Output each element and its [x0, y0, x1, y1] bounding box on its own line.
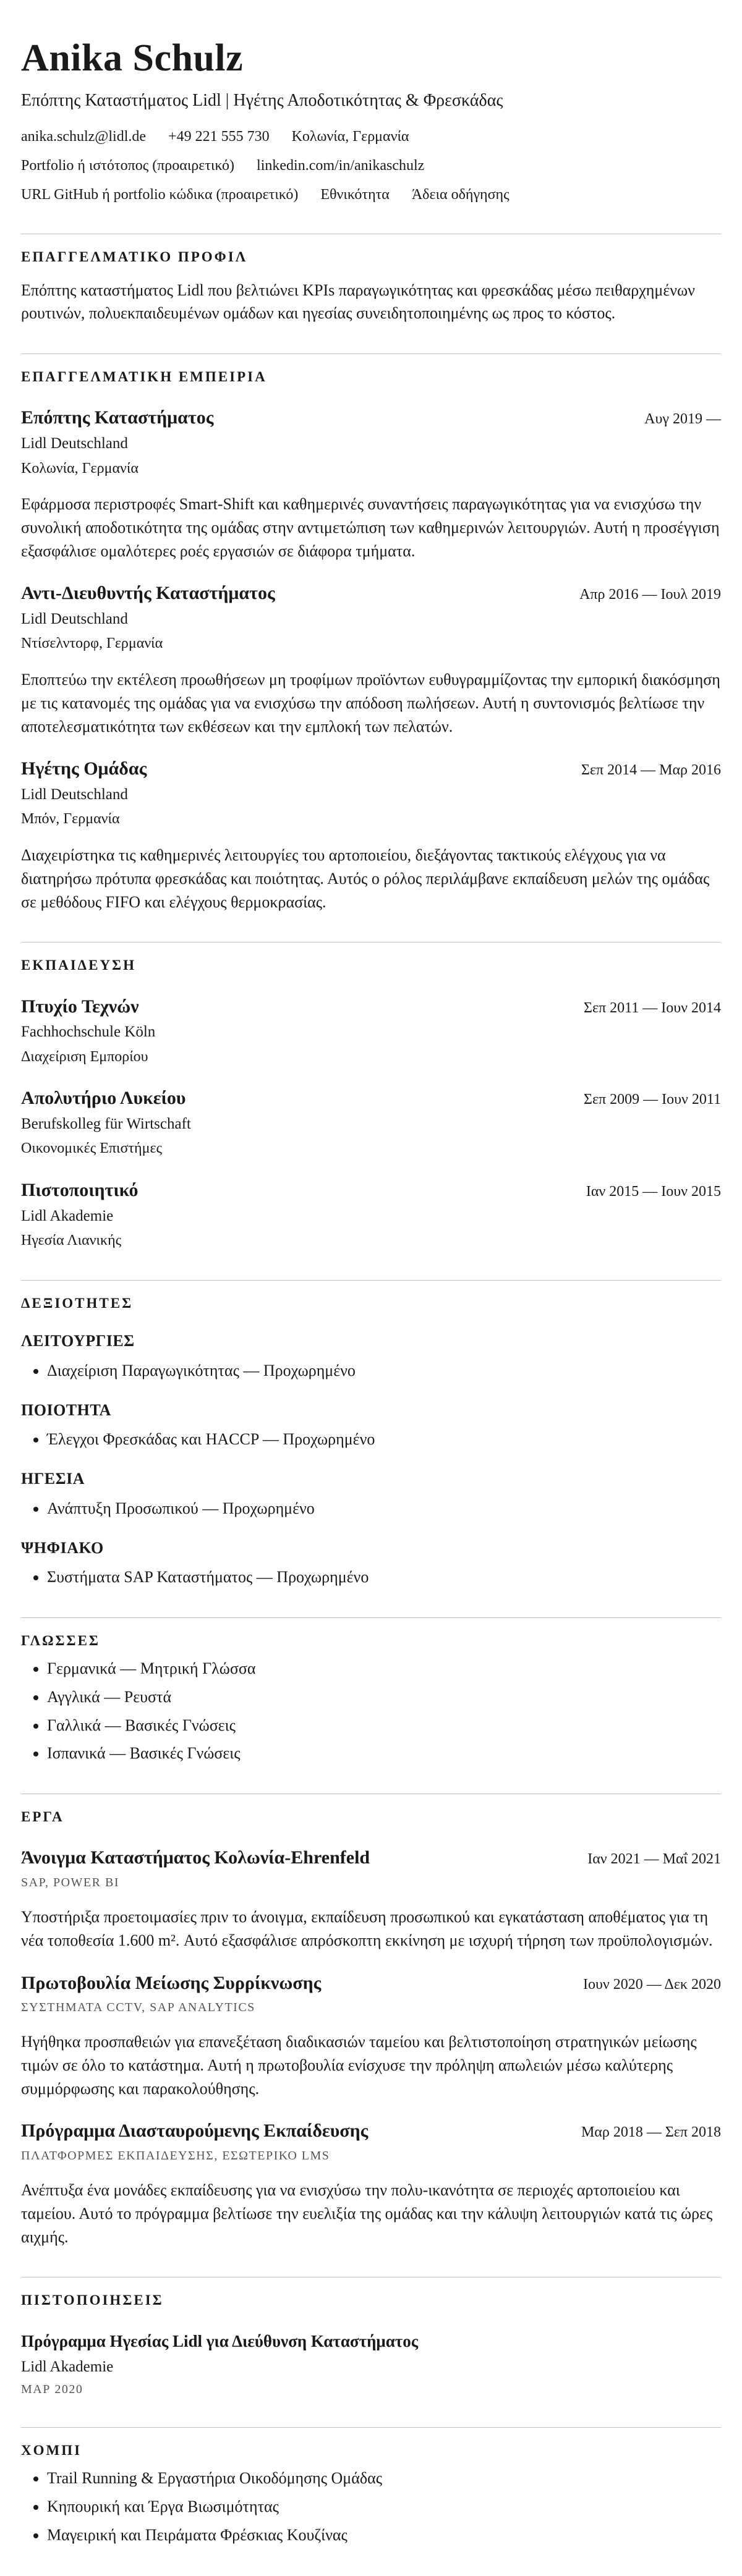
linkedin-link[interactable]: linkedin.com/in/anikaschulz — [257, 157, 425, 174]
language-item: • Αγγλικά — Ρευστά — [47, 1685, 721, 1709]
project-tools: ΠΛΑΤΦΟΡΜΕΣ ΕΚΠΑΙΔΕΥΣΗΣ, ΕΣΩΤΕΡΙΚΟ LMS — [21, 2149, 330, 2163]
section-heading-experience: ΕΠΑΓΓΕΛΜΑΤΙΚΗ ΕΜΠΕΙΡΙΑ — [21, 369, 267, 385]
project-entry-head — [21, 1971, 721, 1996]
skill-list — [21, 1497, 721, 1520]
job-description: Διαχειρίστηκα τις καθημερινές λειτουργίες του αρτοποιείου, διεξάγοντας τακτικούς ελέγχους για να διατηρήσω πρότυπα φρεσκάδας και ποιότητας. Αυτός ο ρόλος περιλάμβανε εκπαίδευση μελών της ομάδας σε μεθόδους FIFO και ελέγχους θερμοκρασίας. — [21, 846, 710, 911]
project-title: Πρωτοβουλία Μείωσης Συρρίκνωσης — [21, 1972, 322, 1993]
education-entry — [21, 994, 721, 1068]
portfolio-placeholder: Portfolio ή ιστότοπος (προαιρετικό) — [21, 157, 235, 174]
school-name: Fachhochschule Köln — [21, 1023, 156, 1041]
education-entry-head — [21, 1086, 721, 1111]
location-text: Κολωνία, Γερμανία — [291, 129, 409, 145]
project-dates: Μαρ 2018 — Σεπ 2018 — [581, 2124, 721, 2141]
section-education — [21, 942, 721, 1252]
project-tools: SAP, POWER BI — [21, 1876, 119, 1890]
experience-entry — [21, 756, 721, 913]
person-name: Anika Schulz — [21, 37, 244, 79]
field-of-study: Διαχείριση Εμπορίου — [21, 1048, 148, 1065]
skill-group-name: ΨΗΦΙΑΚΟ — [21, 1538, 104, 1557]
section-heading-education: ΕΚΠΑΙΔΕΥΣΗ — [21, 957, 136, 973]
skill-group-quality — [21, 1399, 721, 1451]
project-description: Ανέπτυξα ένα μονάδες εκπαίδευσης για να ενισχύσω την πολυ-ικανότητα σε περιοχές αρτοποιείου και ταμείου. Αυτό το πρόγραμμα βελτίωσε την ευελιξία της ομάδας και την κάλυψη λειτουργιών κατά τις ώρες αιχμής. — [21, 2181, 713, 2246]
experience-entry-head — [21, 405, 721, 430]
project-dates: Ιουν 2020 — Δεκ 2020 — [582, 1976, 721, 1993]
project-title: Πρόγραμμα Διασταυρούμενης Εκπαίδευσης — [21, 2121, 369, 2142]
job-title: Επόπτης Καταστήματος — [21, 407, 214, 428]
skill-item: • Ανάπτυξη Προσωπικού — Προχωρημένο — [47, 1497, 721, 1520]
education-entry-head — [21, 994, 721, 1019]
skill-item: • Έλεγχοι Φρεσκάδας και HACCP — Προχωρημένο — [47, 1428, 721, 1451]
experience-entry-head — [21, 756, 721, 781]
github-placeholder: URL GitHub ή portfolio κώδικα (προαιρετικό) — [21, 186, 299, 203]
company-name: Lidl Deutschland — [21, 786, 128, 803]
job-location: Ντίσελντορφ, Γερμανία — [21, 635, 163, 652]
certification-date: ΜΑΡ 2020 — [21, 2382, 83, 2396]
email-link[interactable]: anika.schulz@lidl.de — [21, 129, 147, 145]
project-entry-head — [21, 2119, 721, 2143]
experience-entry — [21, 581, 721, 738]
driving-license-placeholder: Άδεια οδήγησης — [411, 186, 510, 203]
contact-row-2 — [21, 155, 721, 177]
section-languages — [21, 1617, 721, 1765]
education-entry — [21, 1178, 721, 1252]
contact-row-1 — [21, 126, 721, 148]
language-list — [21, 1657, 721, 1765]
project-entry — [21, 2119, 721, 2248]
language-item: • Ισπανικά — Βασικές Γνώσεις — [47, 1742, 721, 1765]
skill-group-name: ΗΓΕΣΙΑ — [21, 1470, 85, 1488]
degree-title: Πτυχίο Τεχνών — [21, 996, 139, 1017]
skill-group-name: ΛΕΙΤΟΥΡΓΙΕΣ — [21, 1332, 135, 1350]
contact-row-3 — [21, 184, 721, 206]
skill-group-digital — [21, 1536, 721, 1589]
section-heading-languages: ΓΛΩΣΣΕΣ — [21, 1632, 100, 1648]
education-dates: Σεπ 2009 — Ιουν 2011 — [584, 1091, 721, 1108]
section-hobbies — [21, 2427, 721, 2546]
language-item: • Γαλλικά — Βασικές Γνώσεις — [47, 1714, 721, 1737]
company-name: Lidl Deutschland — [21, 611, 128, 628]
hobby-item: • Trail Running & Εργαστήρια Οικοδόμησης Ομάδας — [47, 2467, 721, 2490]
project-description: Ηγήθηκα προσπαθειών για επανεξέταση διαδικασιών ταμείου και βελτιστοποίηση στρατηγικών μείωσης τιμών σε όλο το κατάστημα. Αυτή η πρωτοβουλία ενίσχυσε την πρόληψη απωλειών μέσω καλύτερης συμμόρφωσης και παρακολούθησης. — [21, 2033, 697, 2098]
project-description: Υποστήριξα προετοιμασίες πριν το άνοιγμα, εκπαίδευση προσωπικού και εγκατάσταση αποθέματος για τη νέα τοποθεσία 1.600 m². Αυτό εξασφάλισε απρόσκοπτη εκκίνηση με ισχυρή τήρηση των προϋπολογισμών. — [21, 1908, 713, 1949]
section-projects — [21, 1794, 721, 2248]
section-heading-skills: ΔΕΞΙΟΤΗΤΕΣ — [21, 1295, 134, 1311]
job-description: Εποπτεύω την εκτέλεση προωθήσεων μη τροφίμων προϊόντων ευθυγραμμίζοντας την εμπορική διακόσμηση με τις κατανομές της ομάδας για να ενισχύσω την απόδοση πωλήσεων. Αυτή η συντονισμός βελτίωσε την αποτελεσματικότητα των εκθέσεων και την εμπλοκή των πελατών. — [21, 671, 720, 735]
job-dates: Σεπ 2014 — Μαρ 2016 — [581, 762, 721, 779]
skill-list — [21, 1566, 721, 1589]
section-profile — [21, 234, 721, 325]
school-name: Berufskolleg für Wirtschaft — [21, 1116, 191, 1133]
section-heading-projects: ΕΡΓΑ — [21, 1809, 64, 1825]
job-dates: Αυγ 2019 — — [644, 411, 721, 428]
skill-group-leadership — [21, 1467, 721, 1520]
education-dates: Σεπ 2011 — Ιουν 2014 — [584, 999, 721, 1016]
phone-number: +49 221 555 730 — [168, 129, 270, 145]
nationality-placeholder: Εθνικότητα — [320, 186, 390, 203]
project-entry — [21, 1971, 721, 2101]
section-heading-hobbies: ΧΟΜΠΙ — [21, 2442, 82, 2458]
certification-entry — [21, 2329, 721, 2399]
resume-header — [21, 37, 721, 205]
language-item: • Γερμανικά — Μητρική Γλώσσα — [47, 1657, 721, 1680]
education-entry — [21, 1086, 721, 1159]
job-dates: Απρ 2016 — Ιουλ 2019 — [579, 587, 721, 603]
section-heading-profile: ΕΠΑΓΓΕΛΜΑΤΙΚΟ ΠΡΟΦΙΛ — [21, 249, 248, 265]
project-entry — [21, 1845, 721, 1952]
skill-group-operations — [21, 1329, 721, 1382]
job-location: Μπόν, Γερμανία — [21, 811, 120, 828]
project-dates: Ιαν 2021 — Μαΐ 2021 — [587, 1851, 721, 1868]
section-experience — [21, 354, 721, 913]
degree-title: Πιστοποιητικό — [21, 1180, 139, 1201]
job-title: Αντι-Διευθυντής Καταστήματος — [21, 583, 275, 604]
contact-info — [21, 126, 721, 205]
job-location: Κολωνία, Γερμανία — [21, 460, 139, 477]
skill-group-name: ΠΟΙΟΤΗΤΑ — [21, 1400, 111, 1419]
project-tools: ΣΥΣΤΗΜΑΤΑ CCTV, SAP ANALYTICS — [21, 2001, 255, 2015]
field-of-study: Ηγεσία Λιανικής — [21, 1232, 122, 1249]
certification-title: Πρόγραμμα Ηγεσίας Lidl για Διεύθυνση Καταστήματος — [21, 2331, 419, 2350]
hobby-list — [21, 2467, 721, 2546]
field-of-study: Οικονομικές Επιστήμες — [21, 1140, 163, 1157]
project-entry-head — [21, 1845, 721, 1870]
job-title: Ηγέτης Ομάδας — [21, 758, 147, 779]
headline: Επόπτης Καταστήματος Lidl | Ηγέτης Αποδοτικότητας & Φρεσκάδας — [21, 91, 503, 111]
skill-item: • Διαχείριση Παραγωγικότητας — Προχωρημένο — [47, 1359, 721, 1383]
hobby-item: • Κηπουρική και Έργα Βιωσιμότητας — [47, 2495, 721, 2519]
school-name: Lidl Akademie — [21, 1208, 114, 1225]
experience-entry — [21, 405, 721, 562]
hobby-item: • Μαγειρική και Πειράματα Φρέσκιας Κουζίνας — [47, 2523, 721, 2547]
degree-title: Απολυτήριο Λυκείου — [21, 1088, 186, 1109]
education-dates: Ιαν 2015 — Ιουν 2015 — [586, 1184, 721, 1200]
section-heading-certifications: ΠΙΣΤΟΠΟΙΗΣΕΙΣ — [21, 2292, 164, 2308]
project-title: Άνοιγμα Καταστήματος Κολωνία-Ehrenfeld — [21, 1847, 370, 1868]
job-description: Εφάρμοσα περιστροφές Smart-Shift και καθημερινές συναντήσεις παραγωγικότητας για να ενισχύσω την συνολική αποδοτικότητα της ομάδας στην αντιμετώπιση των καθημερινών λειτουργιών. Αυτή η προσέγγιση εξασφάλισε ομαλότερες ροές εργασιών σε διάφορα τμήματα. — [21, 495, 720, 560]
skill-list — [21, 1359, 721, 1383]
section-skills — [21, 1280, 721, 1589]
skill-list — [21, 1428, 721, 1451]
certification-issuer: Lidl Akademie — [21, 2358, 114, 2375]
section-certifications — [21, 2277, 721, 2399]
company-name: Lidl Deutschland — [21, 435, 128, 452]
education-entry-head — [21, 1178, 721, 1203]
profile-text: Επόπτης καταστήματος Lidl που βελτιώνει KPIs παραγωγικότητας και φρεσκάδας μέσω πειθαρχημένων ρουτινών, πολυεκπαιδευμένων ομάδων και ηγεσίας συνειδητοποιημένης ως προς το κόστος. — [21, 281, 695, 323]
skill-item: • Συστήματα SAP Καταστήματος — Προχωρημένο — [47, 1566, 721, 1589]
experience-entry-head — [21, 581, 721, 606]
